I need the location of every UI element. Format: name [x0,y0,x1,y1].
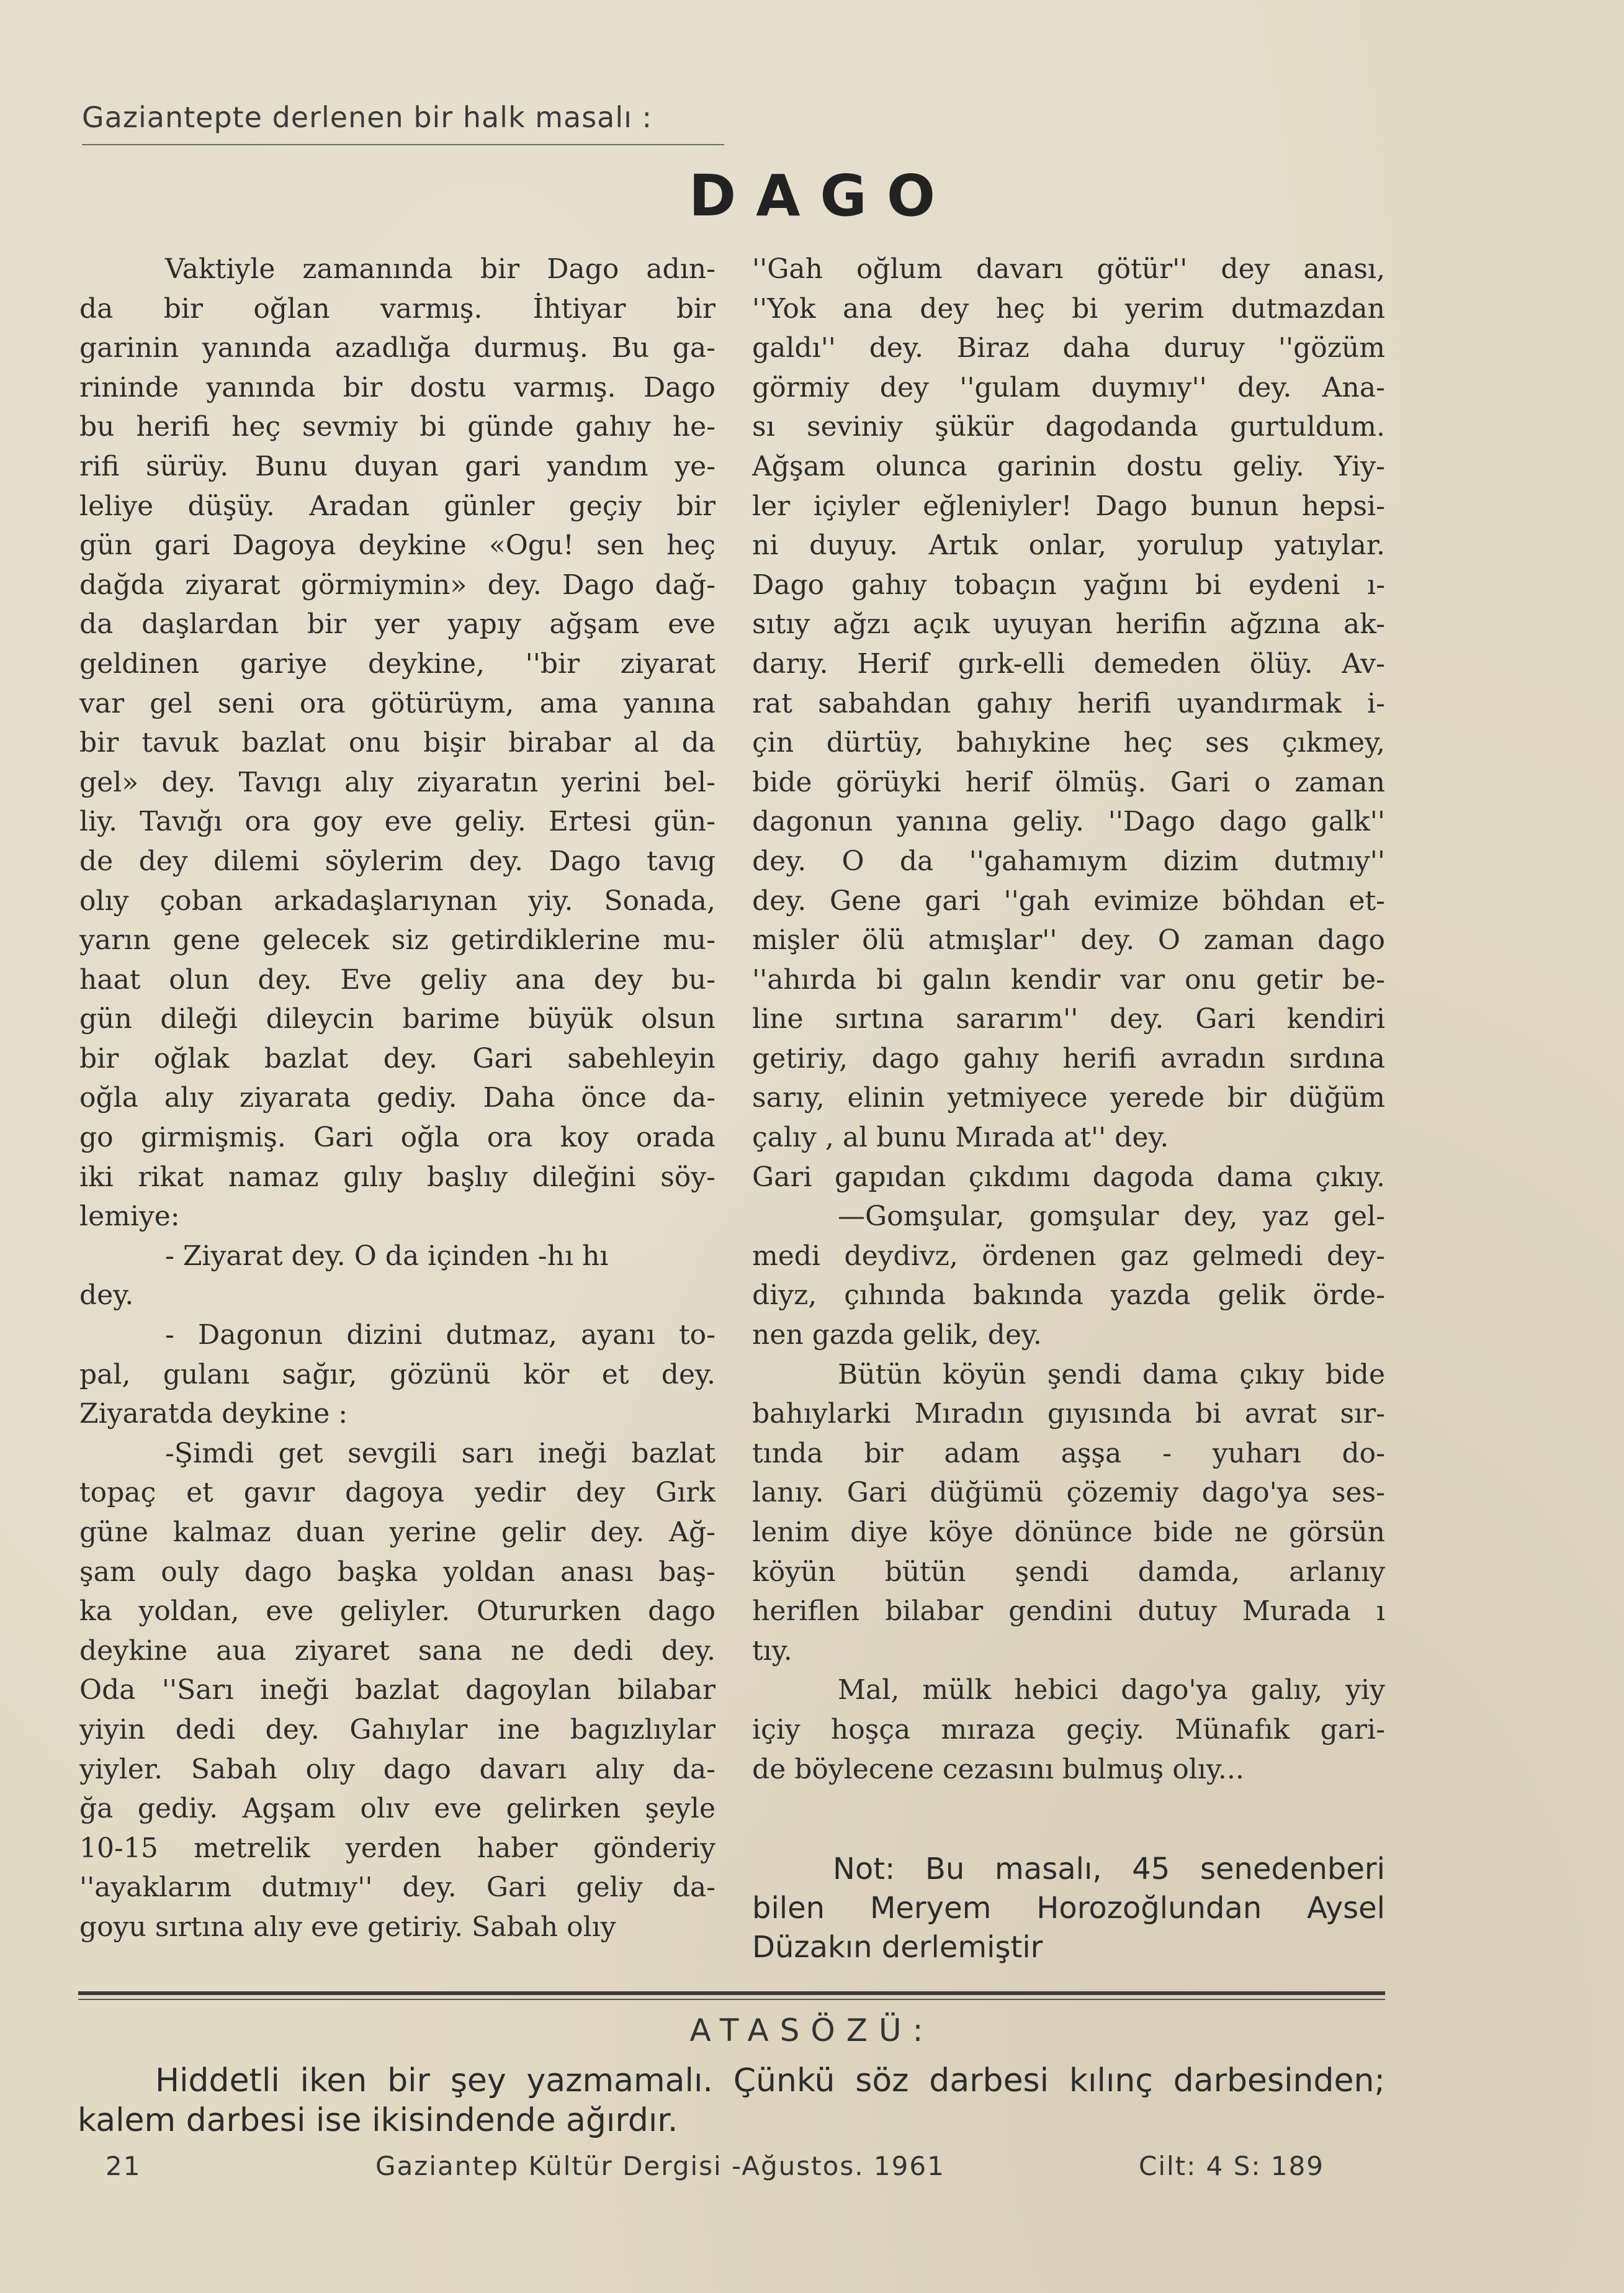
text-line: goyu sırtına alıy eve getiriy. Sabah olıy [79,1911,616,1943]
text-line: rininde yanında bir dostu varmış. Dago [79,371,716,403]
text-line: yiyler. Sabah olıy dago davarı alıy da- [79,1753,716,1785]
source-line: Gaziantepte derlenen bir halk masalı : [82,101,653,134]
text-line: geldinen gariye deykine, ''bir ziyarat [79,647,716,680]
text-line: - Ziyarat dey. O da içinden -hı hı [165,1240,609,1272]
text-line: darıy. Herif gırk-elli demeden ölüy. Av- [752,647,1385,680]
text-line: bu herifi heç sevmiy bi günde gahıy he- [79,411,716,443]
text-line: bahıylarki Mıradın gıyısında bi avrat sır- [752,1398,1385,1430]
text-line: garinin yanında azadlığa durmuş. Bu ga- [79,332,716,364]
text-line: galdı'' dey. Biraz daha duruy ''gözüm [752,332,1385,364]
text-line: oğla alıy ziyarata gediy. Daha önce da- [79,1082,716,1114]
volume-issue: Cilt: 4 S: 189 [1139,2151,1325,2181]
text-line: dagonun yanına geliy. ''Dago dago galk'' [752,806,1385,838]
text-line: Mal, mülk hebici dago'ya galıy, yiy [838,1674,1385,1706]
text-line: yiyin dedi dey. Gahıylar ine bagızlıylar [79,1713,716,1746]
text-line: go girmişmiş. Gari oğla ora koy orada [79,1122,716,1154]
text-line: köyün bütün şendi damda, arlanıy [752,1556,1385,1588]
right-column [752,250,1385,1789]
text-line: deykine aua ziyaret sana ne dedi dey. [79,1634,716,1667]
text-line: rat sabahdan gahıy herifi uyandırmak i- [752,687,1385,719]
text-line: getiriy, dago gahıy herifi avradın sırdına [752,1042,1385,1074]
text-line: Oda ''Sarı ineği bazlat dagoylan bilabar [79,1674,716,1706]
text-line: lanıy. Gari düğümü çözemiy dago'ya ses- [752,1477,1385,1509]
text-line: bir tavuk bazlat onu bişir birabar al da [79,727,716,759]
text-line: görmiy dey ''gulam duymıy'' dey. Ana- [752,371,1385,403]
text-line: bir oğlak bazlat dey. Gari sabehleyin [79,1042,716,1074]
text-line: Ziyaratda deykine : [79,1398,348,1430]
text-line: ''Yok ana dey heç bi yerim dutmazdan [752,292,1385,325]
text-line: çin dürtüy, bahıykine heç ses çıkmey, [752,727,1385,759]
text-line: yarın gene gelecek siz getirdiklerine mu- [79,924,716,957]
text-line: lenim diye köye dönünce bide ne görsün [752,1516,1385,1548]
text-line: rifi sürüy. Bunu duyan gari yandım ye- [79,450,716,482]
section-divider-thin [78,1999,1385,2000]
text-line: sıtıy ağzı açık uyuyan herifin ağzına ak- [752,608,1385,641]
text-line: ka yoldan, eve geliyler. Otururken dago [79,1595,716,1628]
text-line: ''ayaklarım dutmıy'' dey. Gari geliy da- [79,1872,716,1904]
page-number: 21 [105,2151,141,2181]
text-line: olıy çoban arkadaşlarıynan yiy. Sonada, [79,885,716,917]
proverb-text [78,2061,1385,2140]
text-line: - Dagonun dizini dutmaz, ayanı to- [165,1319,716,1351]
text-line: tında bir adam aşşa - yuharı do- [752,1437,1385,1469]
text-line: içiy hoşça mıraza geçiy. Münafık gari- [752,1713,1385,1746]
text-line: —Gomşular, gomşular dey, yaz gel- [838,1201,1385,1233]
text-line: çalıy , al bunu Mırada at'' dey. [752,1122,1169,1154]
text-line: 10-15 metrelik yerden haber gönderiy [79,1832,716,1864]
text-line: dey. O da ''gahamıym dizim dutmıy'' [752,845,1385,877]
text-line: ni duyuy. Artık onlar, yorulup yatıylar. [752,529,1385,562]
text-line: nen gazda gelik, dey. [752,1319,1042,1351]
text-line: line sırtına sararım'' dey. Gari kendiri [752,1003,1385,1035]
text-line: ''ahırda bi galın kendir var onu getir be- [752,963,1385,996]
note-line: Düzakın derlemiştir [752,1930,1043,1965]
text-line: leliye düşüy. Aradan günler geçiy bir [79,490,716,522]
text-line: güne kalmaz duan yerine gelir dey. Ağ- [79,1516,716,1548]
text-line: ğa gediy. Agşam olıv eve gelirken şeyle [79,1793,716,1825]
text-line: tıy. [752,1634,792,1667]
text-line: dey. [79,1279,134,1312]
story-title: DAGO [688,163,956,229]
text-line: pal, gulanı sağır, gözünü kör et dey. [79,1358,716,1390]
text-line: dey. Gene gari ''gah evimize böhdan et- [752,885,1385,917]
text-line: şam ouly dago başka yoldan anası baş- [79,1556,716,1588]
text-line: diyz, çıhında bakında yazda gelik örde- [752,1279,1385,1312]
text-line: Vaktiyle zamanında bir Dago adın- [165,253,716,285]
section-divider [78,1991,1385,1995]
text-line: gün dileği dileycin barime büyük olsun [79,1003,716,1035]
text-line: var gel seni ora götürüym, ama yanına [79,687,716,719]
proverb-line: Hiddetli iken bir şey yazmamalı. Çünkü söz darbesi kılınç darbesinden; [155,2062,1385,2099]
text-line: bide görüyki herif ölmüş. Gari o zaman [752,766,1385,798]
proverb-line: kalem darbesi ise ikisindende ağırdır. [78,2102,678,2139]
text-line: liy. Tavığı ora goy eve geliy. Ertesi gün- [79,806,716,838]
collector-note [752,1850,1385,1967]
text-line: topaç et gavır dagoya yedir dey Gırk [79,1477,716,1509]
text-line: heriflen bilabar gendini dutuy Murada ı [752,1595,1385,1628]
text-line: sı seviniy şükür dagodanda gurtuldum. [752,411,1385,443]
text-line: Ağşam olunca garinin dostu geliy. Yiy- [752,450,1385,482]
text-line: de böylecene cezasını bulmuş olıy... [752,1753,1244,1785]
text-line: ler içiyler eğleniyler! Dago bunun hepsi- [752,490,1385,522]
text-line: Gari gapıdan çıkdımı dagoda dama çıkıy. [752,1161,1385,1193]
text-line: gün gari Dagoya deykine «Ogu! sen heç [79,529,716,562]
text-line: Dago gahıy tobaçın yağını bi eydeni ı- [752,569,1385,601]
text-line: de dey dilemi söylerim dey. Dago tavıg [79,845,716,877]
text-line: mişler ölü atmışlar'' dey. O zaman dago [752,924,1385,957]
proverb-heading: ATASÖZÜ: [689,2012,935,2048]
text-line: sarıy, elinin yetmiyece yerede bir düğüm [752,1082,1385,1114]
note-line: bilen Meryem Horozoğlundan Aysel [752,1891,1385,1926]
note-line: Not: Bu masalı, 45 senedenberi [833,1852,1385,1886]
left-column [79,250,716,1947]
journal-name: Gaziantep Kültür Dergisi -Ağustos. 1961 [375,2151,945,2181]
text-line: Bütün köyün şendi dama çıkıy bide [838,1358,1385,1390]
text-line: ''Gah oğlum davarı götür'' dey anası, [752,253,1385,285]
text-line: iki rikat namaz gılıy başlıy dileğini söy- [79,1161,716,1193]
text-line: lemiye: [79,1201,180,1233]
text-line: da bir oğlan varmış. İhtiyar bir [79,292,716,325]
text-line: medi deydivz, ördenen gaz gelmedi dey- [752,1240,1385,1272]
text-line: haat olun dey. Eve geliy ana dey bu- [79,963,716,996]
text-line: dağda ziyarat görmiymin» dey. Dago dağ- [79,569,716,601]
header-divider [82,144,724,145]
text-line: da daşlardan bir yer yapıy ağşam eve [79,608,716,641]
text-line: -Şimdi get sevgili sarı ineği bazlat [165,1437,716,1469]
text-line: gel» dey. Tavıgı alıy ziyaratın yerini bel- [79,766,716,798]
